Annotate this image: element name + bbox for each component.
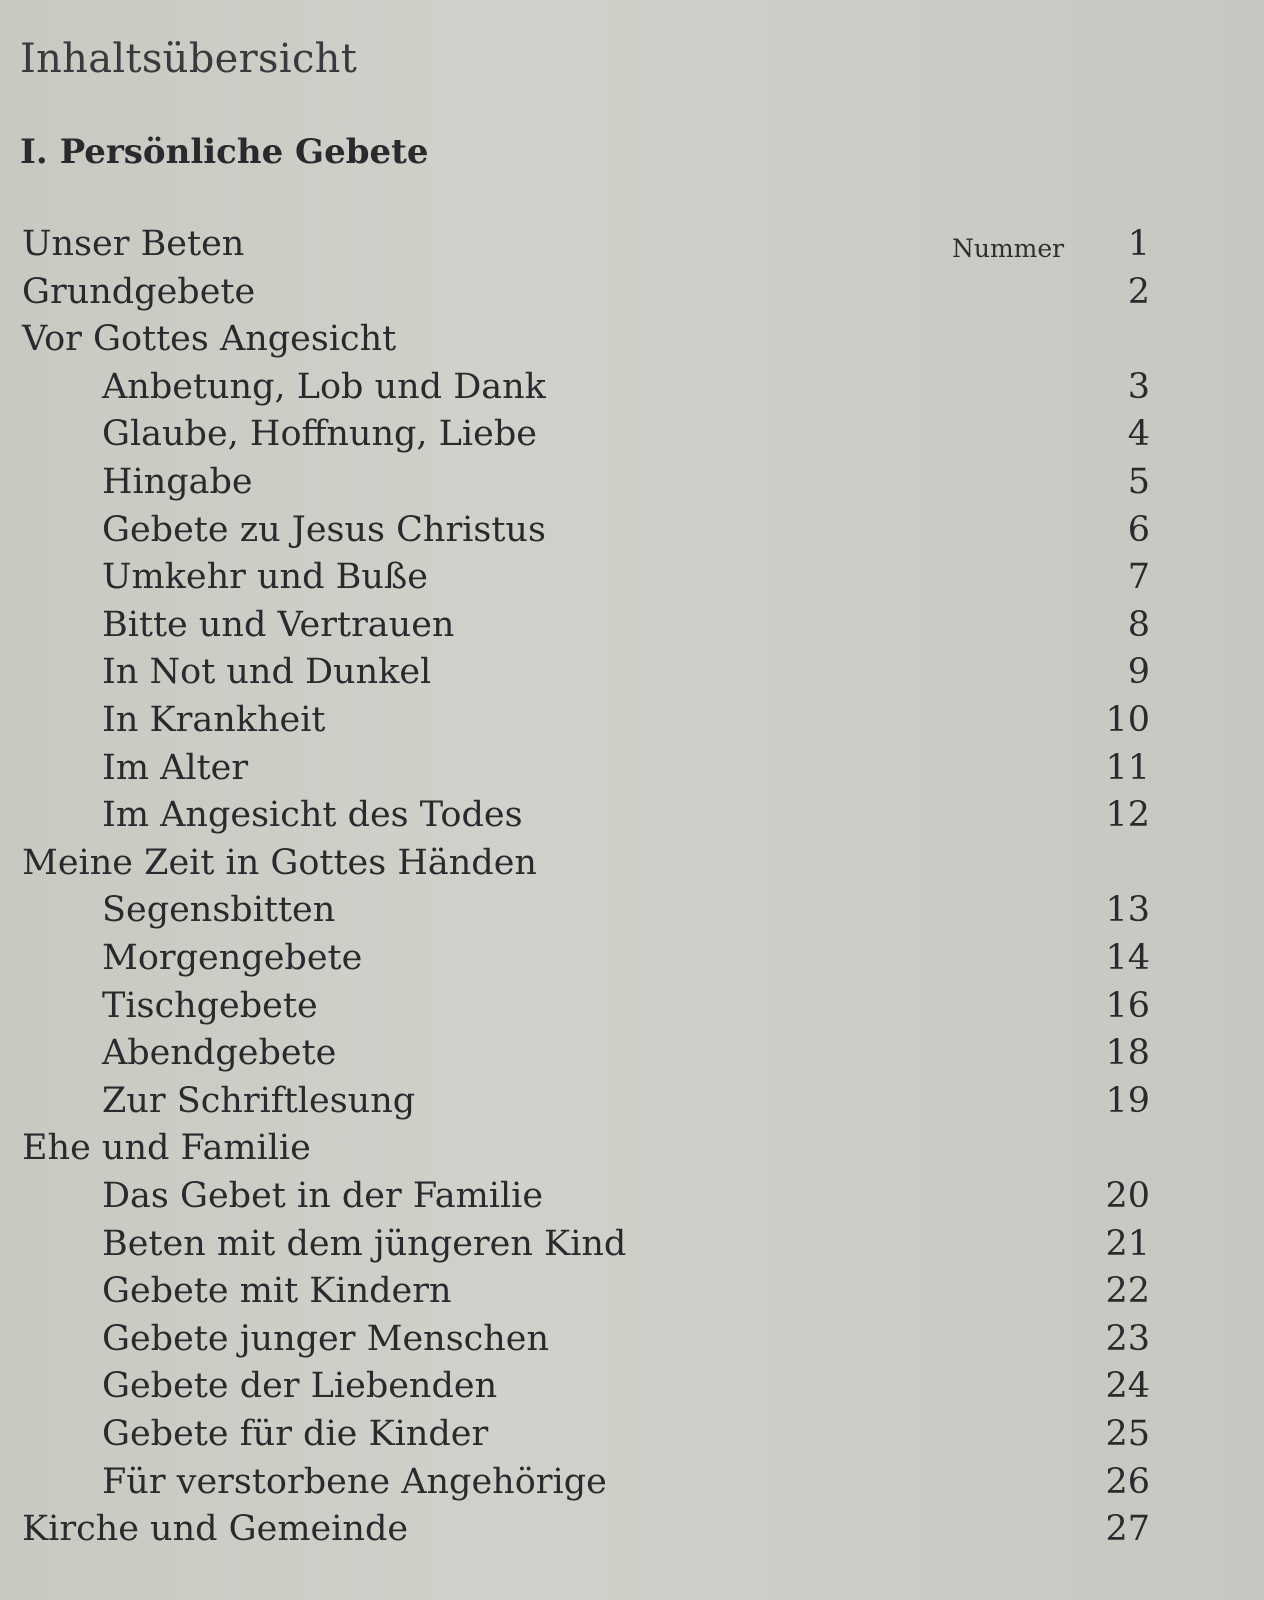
toc-entry-row [0,1462,1200,1510]
toc-entry-label: Gebete junger Menschen [102,1318,550,1359]
toc-entry-row [0,414,1200,462]
toc-group-row [0,1509,1200,1557]
toc-entry-row [0,1319,1200,1367]
toc-entry-number: 9 [1127,652,1150,693]
toc-entry-label: Glaube, Hoffnung, Liebe [102,414,537,455]
toc-entry-row [0,1271,1200,1319]
toc-group-row [0,319,1200,367]
toc-entry-row [0,1224,1200,1272]
toc-entry-label: Für verstorbene Angehörige [102,1461,607,1502]
toc-entry-number: 7 [1127,557,1150,598]
toc-entry-label: Abendgebete [102,1033,337,1074]
toc-entry-number: 26 [1105,1461,1150,1502]
toc-entry-label: Gebete der Liebenden [102,1366,498,1407]
toc-entry-label: Unser Beten [22,224,245,264]
toc-entry-label: In Krankheit [102,700,326,740]
toc-entry-number: 20 [1105,1176,1150,1216]
toc-group-row [0,843,1200,891]
toc-entry-number: 14 [1105,938,1150,978]
toc-entry-number: 12 [1105,795,1150,836]
toc-entry-row [0,1414,1200,1462]
toc-entry-label: Im Alter [102,747,249,788]
page-title: Inhaltsübersicht [20,36,358,82]
toc-entry-number: 1 [1127,224,1150,264]
toc-entry-number: 2 [1127,271,1150,312]
toc-entry-number: 11 [1105,747,1150,788]
section-heading: I. Persönliche Gebete [20,132,429,172]
toc-entry-label: Gebete für die Kinder [102,1414,489,1454]
toc-entry-number: 22 [1105,1271,1150,1312]
toc-entry-row [0,462,1200,510]
toc-entry-label: Umkehr und Buße [102,557,428,598]
toc-entry-number: 5 [1127,462,1150,502]
toc-entry-row [0,652,1200,700]
toc-entry-number: 21 [1105,1223,1150,1264]
toc-entry-label: Gebete mit Kindern [102,1271,452,1312]
toc-entry-row [0,510,1200,558]
toc-entry-number: 4 [1127,414,1150,455]
number-column-label: Nummer [952,234,1065,263]
toc-entry-row [0,1033,1200,1081]
toc-entry-row [0,605,1200,653]
toc-entry-row [0,1176,1200,1224]
toc-entry-label: Hingabe [102,462,253,502]
toc-entry-label: Gebete zu Jesus Christus [102,509,546,550]
toc-entry-row [0,986,1200,1034]
toc-entry-number: 19 [1105,1080,1150,1121]
toc-entry-number: 24 [1105,1366,1150,1407]
toc-group-row [0,1128,1200,1176]
toc-entry-number: 16 [1105,985,1150,1026]
toc-entry-number: 27 [1105,1509,1150,1550]
toc-entry-row [0,748,1200,796]
toc-group-row [0,224,1200,272]
toc-group-row [0,272,1200,320]
toc-entry-label: Kirche und Gemeinde [22,1509,409,1550]
toc-entry-row [0,938,1200,986]
toc-entry-label: Ehe und Familie [22,1128,311,1169]
toc-entry-label: Grundgebete [22,271,256,312]
toc-entry-row [0,890,1200,938]
toc-entry-label: Das Gebet in der Familie [102,1176,544,1216]
toc-entry-number: 23 [1105,1318,1150,1359]
toc-entry-label: Morgengebete [102,938,363,978]
toc-entry-label: Segensbitten [102,890,336,931]
toc-entry-label: Vor Gottes Angesicht [22,319,397,360]
toc-entry-label: Zur Schriftlesung [102,1080,416,1121]
toc-entry-row [0,1081,1200,1129]
toc-entry-number: 8 [1127,604,1150,645]
toc-entry-number: 6 [1127,509,1150,550]
toc-entry-label: Meine Zeit in Gottes Händen [22,842,537,883]
toc-entry-row [0,1366,1200,1414]
toc-entry-label: Im Angesicht des Todes [102,795,523,836]
toc-entry-number: 25 [1105,1414,1150,1454]
toc-entry-label: Beten mit dem jüngeren Kind [102,1223,627,1264]
toc-entry-label: Anbetung, Lob und Dank [102,366,546,407]
toc-entry-number: 18 [1105,1033,1150,1074]
toc-entry-number: 13 [1105,890,1150,931]
toc-entry-label: Tischgebete [102,985,318,1026]
toc-entry-row [0,700,1200,748]
toc-entry-label: Bitte und Vertrauen [102,604,455,645]
toc-entry-row [0,367,1200,415]
toc-entry-row [0,795,1200,843]
toc-entry-number: 10 [1105,700,1150,740]
toc-entry-label: In Not und Dunkel [102,652,432,693]
toc-entry-row [0,557,1200,605]
toc-entry-number: 3 [1127,366,1150,407]
